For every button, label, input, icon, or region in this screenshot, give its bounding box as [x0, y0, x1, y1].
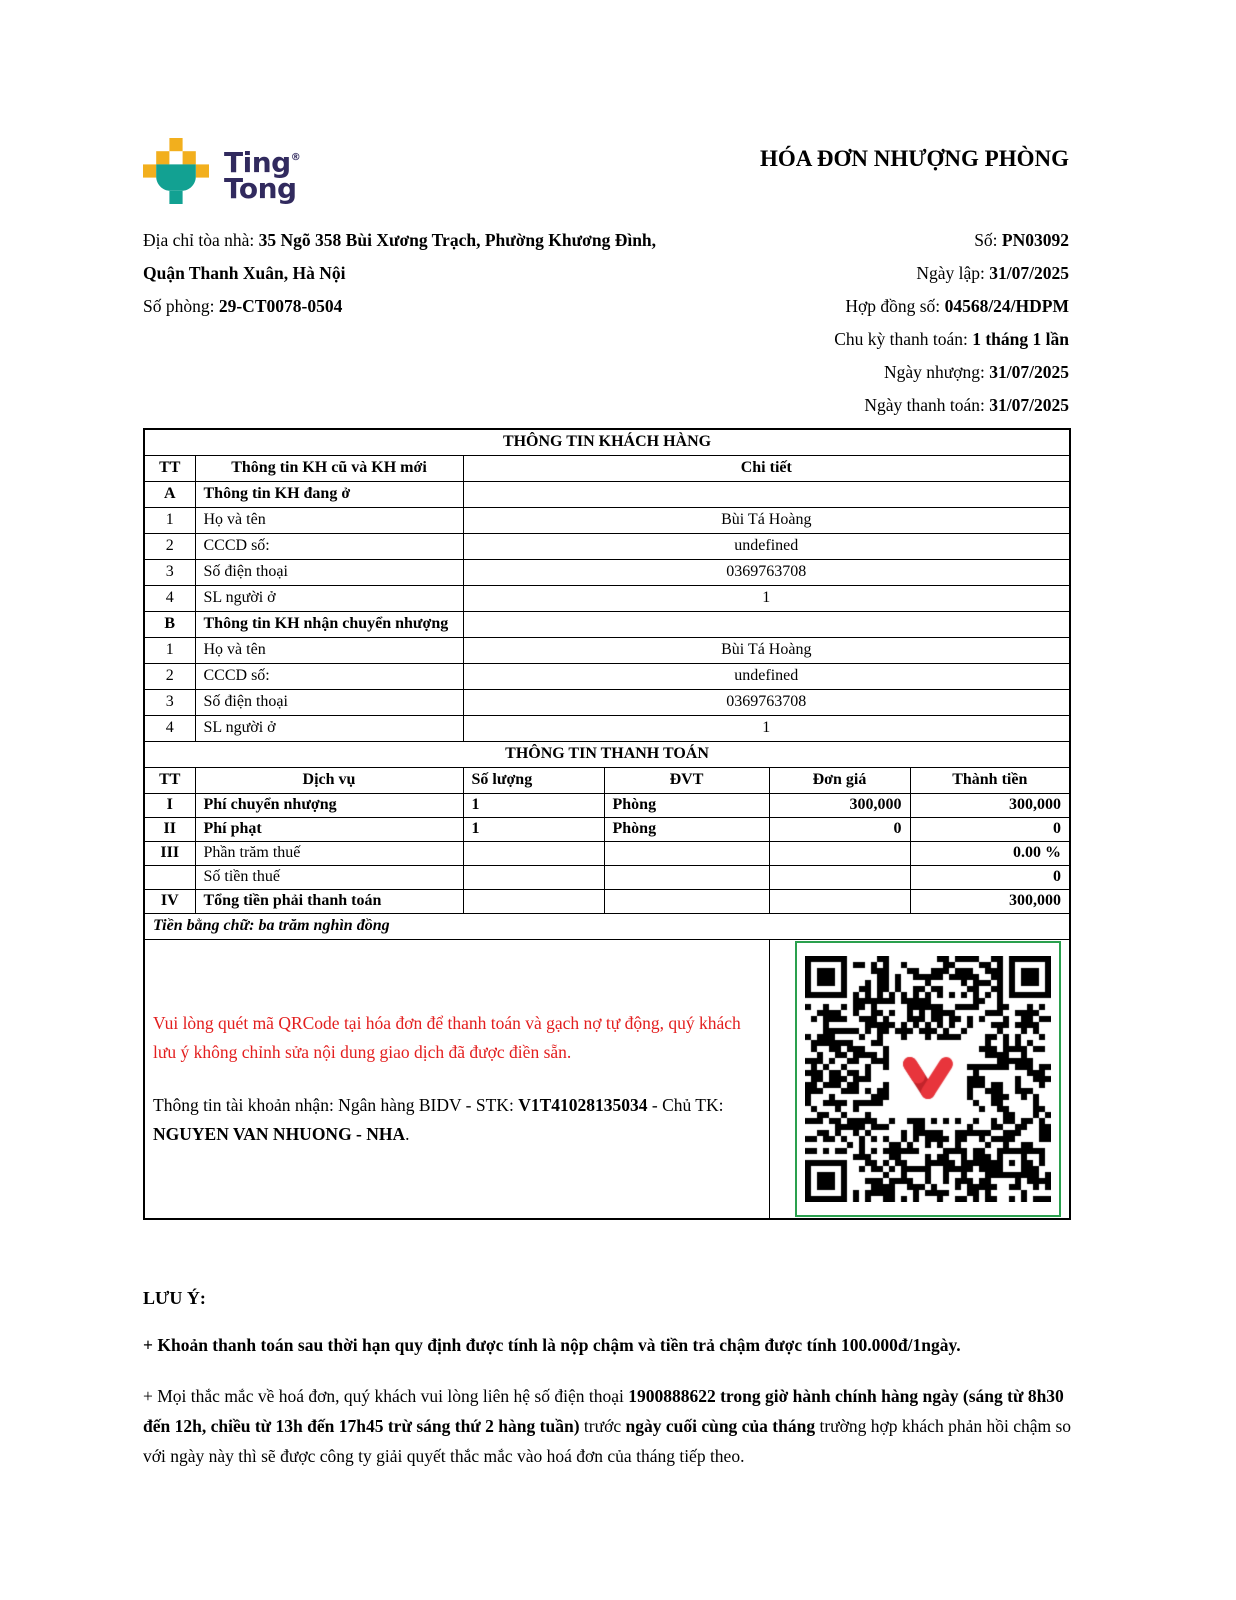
col-header-unit: ĐVT: [604, 767, 769, 793]
account-prefix: Thông tin tài khoản nhận: Ngân hàng BIDV - STK:: [153, 1094, 519, 1115]
page-title: HÓA ĐƠN NHƯỢNG PHÒNG: [759, 146, 1069, 171]
brand-wordmark: [224, 145, 301, 205]
qr-code-cell: [769, 939, 1070, 1219]
row-value: [463, 611, 1070, 637]
meta-label: Hợp đồng số:: [845, 296, 945, 316]
row-tt: 1: [144, 507, 195, 533]
customer-header-row: [144, 455, 1070, 481]
meta-label: Số:: [974, 230, 1002, 250]
table-row: [144, 793, 1070, 817]
row-label: Thông tin KH đang ở: [195, 481, 463, 507]
meta-label: Ngày nhượng:: [884, 362, 990, 382]
row-qty: [463, 865, 604, 889]
row-tt: B: [144, 611, 195, 637]
amount-in-words-row: [144, 913, 1070, 939]
row-label: Họ và tên: [195, 507, 463, 533]
row-amount: 0: [910, 817, 1070, 841]
room-value: 29-CT0078-0504: [218, 296, 343, 316]
row-value: Bùi Tá Hoàng: [463, 637, 1070, 663]
row-amount: 300,000: [910, 793, 1070, 817]
note-contact-part3: trước: [579, 1416, 626, 1436]
invoice-table: [143, 428, 1071, 1220]
registered-mark: ®: [290, 152, 301, 163]
payment-instructions-cell: [144, 939, 769, 1219]
row-tt: A: [144, 481, 195, 507]
row-tt: III: [144, 841, 195, 865]
account-suffix: .: [405, 1123, 410, 1144]
table-row: [144, 507, 1070, 533]
row-tt: I: [144, 793, 195, 817]
row-service: Phí phạt: [195, 817, 463, 841]
row-unit: [604, 865, 769, 889]
col-header-tt: TT: [144, 455, 195, 481]
row-label: Số điện thoại: [195, 559, 463, 585]
row-label: CCCD số:: [195, 533, 463, 559]
qr-row: [144, 939, 1070, 1219]
table-row: [144, 481, 1070, 507]
col-header-qty: Số lượng: [463, 767, 604, 793]
col-header-price: Đơn giá: [769, 767, 910, 793]
payment-header-row: [144, 767, 1070, 793]
table-row: [144, 889, 1070, 913]
invoice-meta: [834, 224, 1069, 422]
row-tt: 3: [144, 689, 195, 715]
table-row: [144, 637, 1070, 663]
row-price: [769, 841, 910, 865]
transfer-date: 31/07/2025: [989, 362, 1069, 382]
notes-section: [143, 1288, 1095, 1471]
account-number: V1T41028135034: [518, 1094, 648, 1115]
row-label: SL người ở: [195, 715, 463, 741]
col-header-tt: TT: [144, 767, 195, 793]
row-label: CCCD số:: [195, 663, 463, 689]
meta-label: Ngày lập:: [916, 263, 990, 283]
row-value: 1: [463, 585, 1070, 611]
customer-section-title-row: [144, 429, 1070, 455]
row-label: Họ và tên: [195, 637, 463, 663]
table-row: [144, 533, 1070, 559]
meta-label: Ngày thanh toán:: [864, 395, 990, 415]
payment-cycle: 1 tháng 1 lần: [972, 329, 1069, 349]
row-value: undefined: [463, 663, 1070, 689]
address-value: 35 Ngõ 358 Bùi Xương Trạch, Phường Khương Đình, Quận Thanh Xuân, Hà Nội: [143, 230, 657, 283]
row-tt: II: [144, 817, 195, 841]
qr-code-icon: [805, 956, 1051, 1202]
col-header-service: Dịch vụ: [195, 767, 463, 793]
row-amount: 0: [910, 865, 1070, 889]
payment-date: 31/07/2025: [989, 395, 1069, 415]
qr-scan-notice: Vui lòng quét mã QRCode tại hóa đơn để thanh toán và gạch nợ tự động, quý khách lưu ý không chỉnh sửa nội dung giao dịch đã được điền sẵn.: [153, 1012, 741, 1062]
room-label: Số phòng:: [143, 296, 219, 316]
table-row: [144, 841, 1070, 865]
building-info: [143, 224, 668, 323]
account-holder: NGUYEN VAN NHUONG - NHA: [153, 1123, 406, 1144]
row-unit: Phòng: [604, 793, 769, 817]
row-value: Bùi Tá Hoàng: [463, 507, 1070, 533]
row-service: Phí chuyển nhượng: [195, 793, 463, 817]
row-value: [463, 481, 1070, 507]
note-contact: [143, 1381, 1095, 1471]
invoice-number: PN03092: [1001, 230, 1069, 250]
row-amount: 0.00 %: [910, 841, 1070, 865]
row-tt: 2: [144, 533, 195, 559]
row-value: 0369763708: [463, 689, 1070, 715]
row-qty: 1: [463, 793, 604, 817]
row-price: [769, 889, 910, 913]
table-row: [144, 559, 1070, 585]
row-amount: 300,000: [910, 889, 1070, 913]
issue-date: 31/07/2025: [989, 263, 1069, 283]
row-qty: [463, 889, 604, 913]
row-tt: 3: [144, 559, 195, 585]
contract-number: 04568/24/HDPM: [944, 296, 1069, 316]
row-price: 0: [769, 817, 910, 841]
row-tt: [144, 865, 195, 889]
table-row: [144, 689, 1070, 715]
row-label: Thông tin KH nhận chuyển nhượng: [195, 611, 463, 637]
qr-code-frame: [795, 941, 1061, 1217]
col-header-amount: Thành tiền: [910, 767, 1070, 793]
hotline-and-hours: 1900888622 trong giờ hành chính hàng ngày (sáng từ 8h30 đến 12h, chiều từ 13h đến 17h45 trừ sáng thứ 2 hàng tuần): [143, 1386, 1064, 1436]
row-tt: 4: [144, 715, 195, 741]
table-row: [144, 865, 1070, 889]
row-tt: 2: [144, 663, 195, 689]
col-header-detail: Chi tiết: [463, 455, 1070, 481]
tingtong-pixel-arrow-icon: [143, 138, 209, 209]
row-price: 300,000: [769, 793, 910, 817]
row-label: SL người ở: [195, 585, 463, 611]
brand-logo: [143, 138, 300, 209]
brand-line2: Tong: [224, 172, 297, 205]
note-late-payment: + Khoản thanh toán sau thời hạn quy định được tính là nộp chậm và tiền trả chậm được tính 100.000đ/1ngày.: [143, 1335, 961, 1355]
row-tt: 4: [144, 585, 195, 611]
table-row: [144, 817, 1070, 841]
amount-in-words: Tiền bằng chữ: ba trăm nghìn đồng: [144, 913, 1070, 939]
row-qty: 1: [463, 817, 604, 841]
deadline-phrase: ngày cuối cùng của tháng: [625, 1416, 816, 1436]
row-unit: Phòng: [604, 817, 769, 841]
bank-account-info: [153, 1091, 761, 1149]
row-service: Số tiền thuế: [195, 865, 463, 889]
row-service: Phần trăm thuế: [195, 841, 463, 865]
row-value: undefined: [463, 533, 1070, 559]
row-tt: 1: [144, 637, 195, 663]
note-contact-part5: trường hợp khách phản hồi chậm so với ngày này thì sẽ được công ty giải quyết thắc mắc vào hoá đơn của tháng tiếp theo.: [143, 1416, 1072, 1466]
row-value: 0369763708: [463, 559, 1070, 585]
meta-label: Chu kỳ thanh toán:: [834, 329, 973, 349]
notes-heading: LƯU Ý:: [143, 1288, 206, 1308]
payment-section-title-row: [144, 741, 1070, 767]
col-header-info: Thông tin KH cũ và KH mới: [195, 455, 463, 481]
brand-line1: Ting: [224, 146, 291, 179]
table-row: [144, 585, 1070, 611]
account-mid: - Chủ TK:: [647, 1094, 724, 1115]
row-tt: IV: [144, 889, 195, 913]
payment-section-title: THÔNG TIN THANH TOÁN: [144, 741, 1070, 767]
row-value: 1: [463, 715, 1070, 741]
row-unit: [604, 889, 769, 913]
row-qty: [463, 841, 604, 865]
table-row: [144, 611, 1070, 637]
row-price: [769, 865, 910, 889]
row-service: Tổng tiền phải thanh toán: [195, 889, 463, 913]
table-row: [144, 715, 1070, 741]
row-label: Số điện thoại: [195, 689, 463, 715]
row-unit: [604, 841, 769, 865]
customer-section-title: THÔNG TIN KHÁCH HÀNG: [144, 429, 1070, 455]
table-row: [144, 663, 1070, 689]
note-contact-part1: + Mọi thắc mắc về hoá đơn, quý khách vui lòng liên hệ số điện thoại: [143, 1386, 629, 1406]
address-label: Địa chỉ tòa nhà:: [143, 230, 259, 250]
